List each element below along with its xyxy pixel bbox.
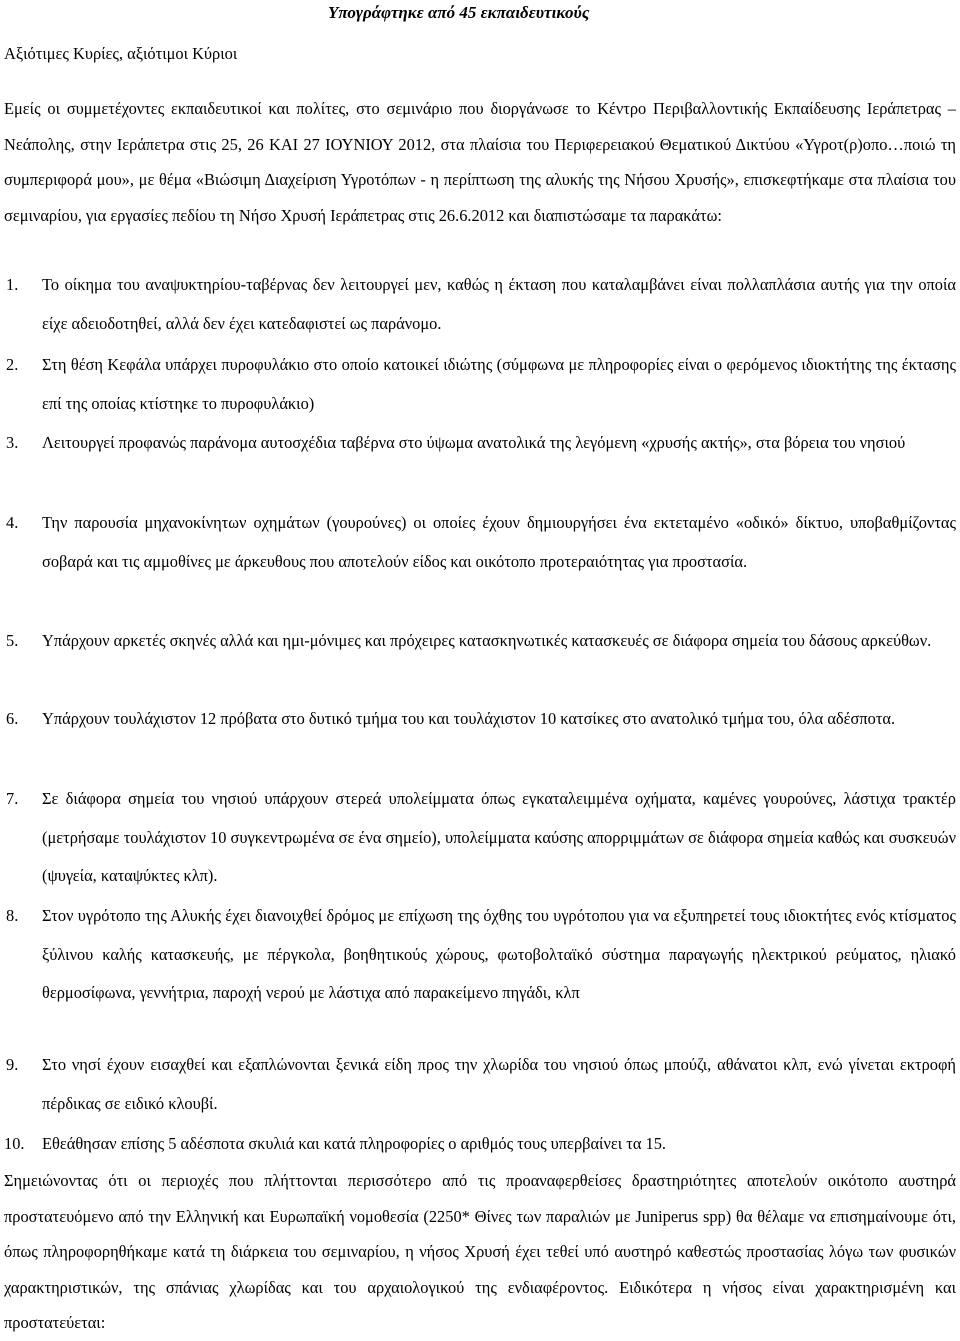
finding-text: Στη θέση Κεφάλα υπάρχει πυροφυλάκιο στο οποίο κατοικεί ιδιώτης (σύμφωνα με πληροφορίες είναι ο φερόμενος ιδιοκτήτης της έκτασης επί της οποίας κτίστηκε το πυροφυλάκιο) xyxy=(42,355,956,413)
finding-text: Σε διάφορα σημεία του νησιού υπάρχουν στερεά υπολείμματα όπως εγκαταλειμμένα οχήματα, καμένες γουρούνες, λάστιχα τρακτέρ (μετρήσαμε τουλάχιστον 10 συγκεντρωμένα σε ένα σημείο), υπολείμματα καύσης απορριμμάτων σε διάφορα σημεία καθώς και συσκευών (ψυγεία, καταψύκτες κλπ). xyxy=(42,789,956,885)
finding-number: 3. xyxy=(6,433,19,452)
finding-text: Στον υγρότοπο της Αλυκής έχει διανοιχθεί δρόμος με επίχωση της όχθης του υγρότοπου για να εξυπηρετεί τους ιδιοκτήτες ενός κτίσματος ξύλινου καλής κατασκευής, με πέργκολα, βοηθητικούς χώρους, φωτοβολταϊκό σύστημα παραγωγής ηλεκτρικού ρεύματος, ηλιακό θερμοσίφωνα, γεννήτρια, παροχή νερού με λάστιχα από παρακείμενο πηγάδι, κλπ xyxy=(42,906,956,1002)
finding-text: Την παρουσία μηχανοκίνητων οχημάτων (γουρούνες) οι οποίες έχουν δημιουργήσει ένα εκτεταμένο «οδικό» δίκτυο, υποβαθμίζοντας σοβαρά και τις αμμοθίνες με άρκευθους που αποτελούν είδος και οικότοπο προτεραιότητας για προστασία. xyxy=(42,513,956,571)
finding-text: Λειτουργεί προφανώς παράνομα αυτοσχέδια ταβέρνα στο ύψωμα ανατολικά της λεγόμενη «χρυσής ακτής», στα βόρεια του νησιού xyxy=(42,433,906,452)
finding-number: 4. xyxy=(6,513,19,532)
finding-text: Υπάρχουν τουλάχιστον 12 πρόβατα στο δυτικό τμήμα του και τουλάχιστον 10 κατσίκες στο ανατολικό τμήμα του, όλα αδέσποτα. xyxy=(42,709,896,728)
closing-paragraph: Σημειώνοντας ότι οι περιοχές που πλήττονται περισσότερο από τις προαναφερθείσες δραστηριότητες αποτελούν οικότοπο αυστηρά προστατευόμενο από την Ελληνική και Ευρωπαϊκή νομοθεσία (2250* Θίνες των παραλιών με Juniperus spp) θα θέλαμε να επισημαίνουμε ότι, όπως πληροφορηθήκαμε κατά τη διάρκεια του σεμιναρίου, η νήσος Χρυσή έχει τεθεί υπό αυστηρό καθεστώς προστασίας λόγω των φυσικών χαρακτηριστικών, της σπάνιας χλωρίδας και του αρχαιολογικού της ενδιαφέροντος. Ειδικότερα η νήσος είναι χαρακτηρισμένη και προστατεύεται: xyxy=(4,1171,956,1332)
signed-by-heading: Υπογράφτηκε από 45 εκπαιδευτικούς xyxy=(328,3,590,22)
finding-text: Εθεάθησαν επίσης 5 αδέσποτα σκυλιά και κατά πληροφορίες ο αριθμός τους υπερβαίνει τα 15. xyxy=(42,1134,667,1153)
finding-number: 6. xyxy=(6,709,19,728)
finding-text: Το οίκημα του αναψυκτηρίου-ταβέρνας δεν λειτουργεί μεν, καθώς η έκταση που καταλαμβάνει είναι πολλαπλάσια αυτής για την οποία είχε αδειοδοτηθεί, αλλά δεν έχει κατεδαφιστεί ως παράνομο. xyxy=(42,275,956,333)
finding-item-6 xyxy=(4,700,956,739)
finding-number: 7. xyxy=(6,789,19,808)
finding-item-1 xyxy=(4,266,956,343)
finding-item-5 xyxy=(4,622,956,661)
finding-number: 10. xyxy=(4,1134,25,1153)
finding-item-4 xyxy=(4,504,956,581)
finding-item-2 xyxy=(4,346,956,423)
finding-text: Στο νησί έχουν εισαχθεί και εξαπλώνονται ξενικά είδη προς την χλωρίδα του νησιού όπως μπούζι, αθάνατοι κλπ, ενώ γίνεται εκτροφή πέρδικας σε ειδικό κλουβί. xyxy=(42,1055,956,1113)
finding-number: 5. xyxy=(6,631,19,650)
finding-item-10 xyxy=(4,1125,956,1164)
finding-text: Υπάρχουν αρκετές σκηνές αλλά και ημι-μόνιμες και πρόχειρες κατασκηνωτικές κατασκευές σε διάφορα σημεία του δάσους αρκεύθων. xyxy=(42,631,932,650)
finding-number: 2. xyxy=(6,355,19,374)
finding-item-9 xyxy=(4,1046,956,1123)
salutation: Αξιότιμες Κυρίες, αξιότιμοι Κύριοι xyxy=(4,44,238,63)
intro-paragraph: Εμείς οι συμμετέχοντες εκπαιδευτικοί και πολίτες, στο σεμινάριο που διοργάνωσε το Κέντρο Περιβαλλοντικής Εκπαίδευσης Ιεράπετρας – Νεάπολης, στην Ιεράπετρα στις 25, 26 ΚΑΙ 27 ΙΟΥΝΙΟΥ 2012, στα πλαίσια του Περιφερειακού Θεματικού Δικτύου «Υγροτ(ρ)οπο…ποιώ τη συμπεριφορά μου», με θέμα «Βιώσιμη Διαχείριση Υγροτόπων - η περίπτωση της αλυκής της Νήσου Χρυσής», επισκεφτήκαμε στα πλαίσια του σεμιναρίου, για εργασίες πεδίου τη Νήσο Χρυσή Ιεράπετρας στις 26.6.2012 και διαπιστώσαμε τα παρακάτω: xyxy=(4,99,956,225)
finding-item-8 xyxy=(4,897,956,1013)
finding-item-7 xyxy=(4,780,956,896)
finding-item-3 xyxy=(4,424,956,463)
finding-number: 1. xyxy=(6,275,19,294)
finding-number: 8. xyxy=(6,906,19,925)
finding-number: 9. xyxy=(6,1055,19,1074)
